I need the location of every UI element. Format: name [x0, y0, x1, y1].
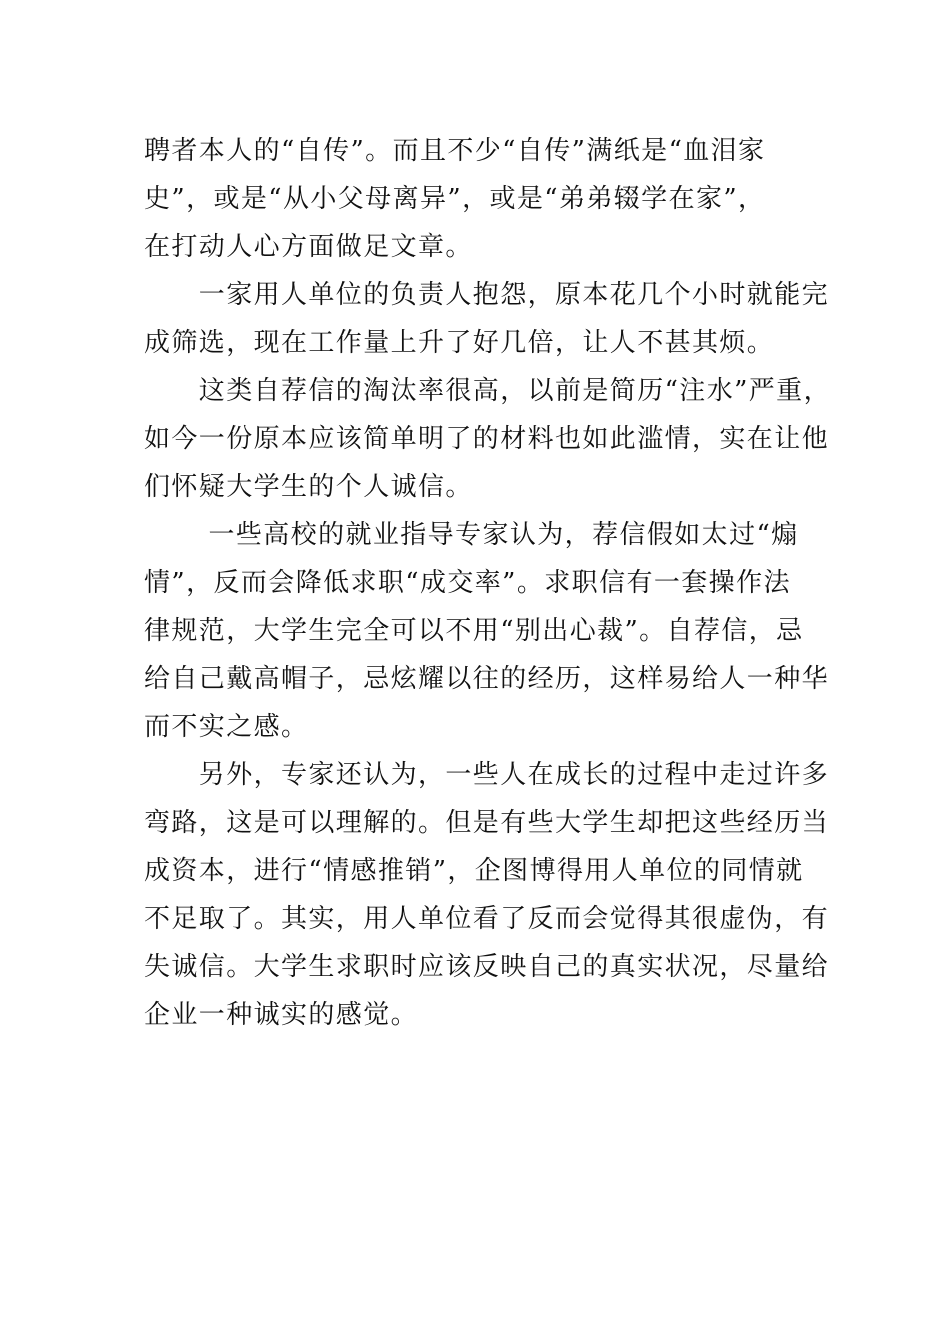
text-line: 在打动人心方面做足文章。 [144, 232, 473, 262]
text-line: 失诚信。大学生求职时应该反映自己的真实状况，尽量给 [144, 952, 830, 982]
text-line: 情”，反而会降低求职“成交率”。求职信有一套操作法 [144, 568, 791, 598]
text-line: 企业一种诚实的感觉。 [144, 1000, 419, 1030]
text-line: 不足取了。其实，用人单位看了反而会觉得其很虚伪，有 [144, 904, 830, 934]
text-line: 这类自荐信的淘汰率很高，以前是简历“注水”严重， [144, 376, 831, 406]
text-line: 成筛选，现在工作量上升了好几倍，让人不甚其烦。 [144, 328, 775, 358]
document-body [144, 127, 831, 1039]
text-line: 一些高校的就业指导专家认为，荐信假如太过“煽 [144, 520, 799, 550]
text-line: 史”，或是“从小父母离异”，或是“弟弟辍学在家”， [144, 184, 766, 214]
text-line: 成资本，进行“情感推销”，企图博得用人单位的同情就 [144, 856, 804, 886]
text-line: 律规范，大学生完全可以不用“别出心裁”。自荐信，忌 [144, 616, 804, 646]
text-line: 们怀疑大学生的个人诚信。 [144, 472, 473, 502]
text-line: 而不实之感。 [144, 712, 309, 742]
text-line: 一家用人单位的负责人抱怨，原本花几个小时就能完 [144, 280, 830, 310]
text-line: 聘者本人的“自传”。而且不少“自传”满纸是“血泪家 [144, 136, 766, 166]
text-line: 另外，专家还认为，一些人在成长的过程中走过许多 [144, 760, 830, 790]
text-line: 如今一份原本应该简单明了的材料也如此滥情，实在让他 [144, 424, 830, 454]
text-line: 弯路，这是可以理解的。但是有些大学生却把这些经历当 [144, 808, 830, 838]
text-line: 给自己戴高帽子，忌炫耀以往的经历，这样易给人一种华 [144, 664, 830, 694]
